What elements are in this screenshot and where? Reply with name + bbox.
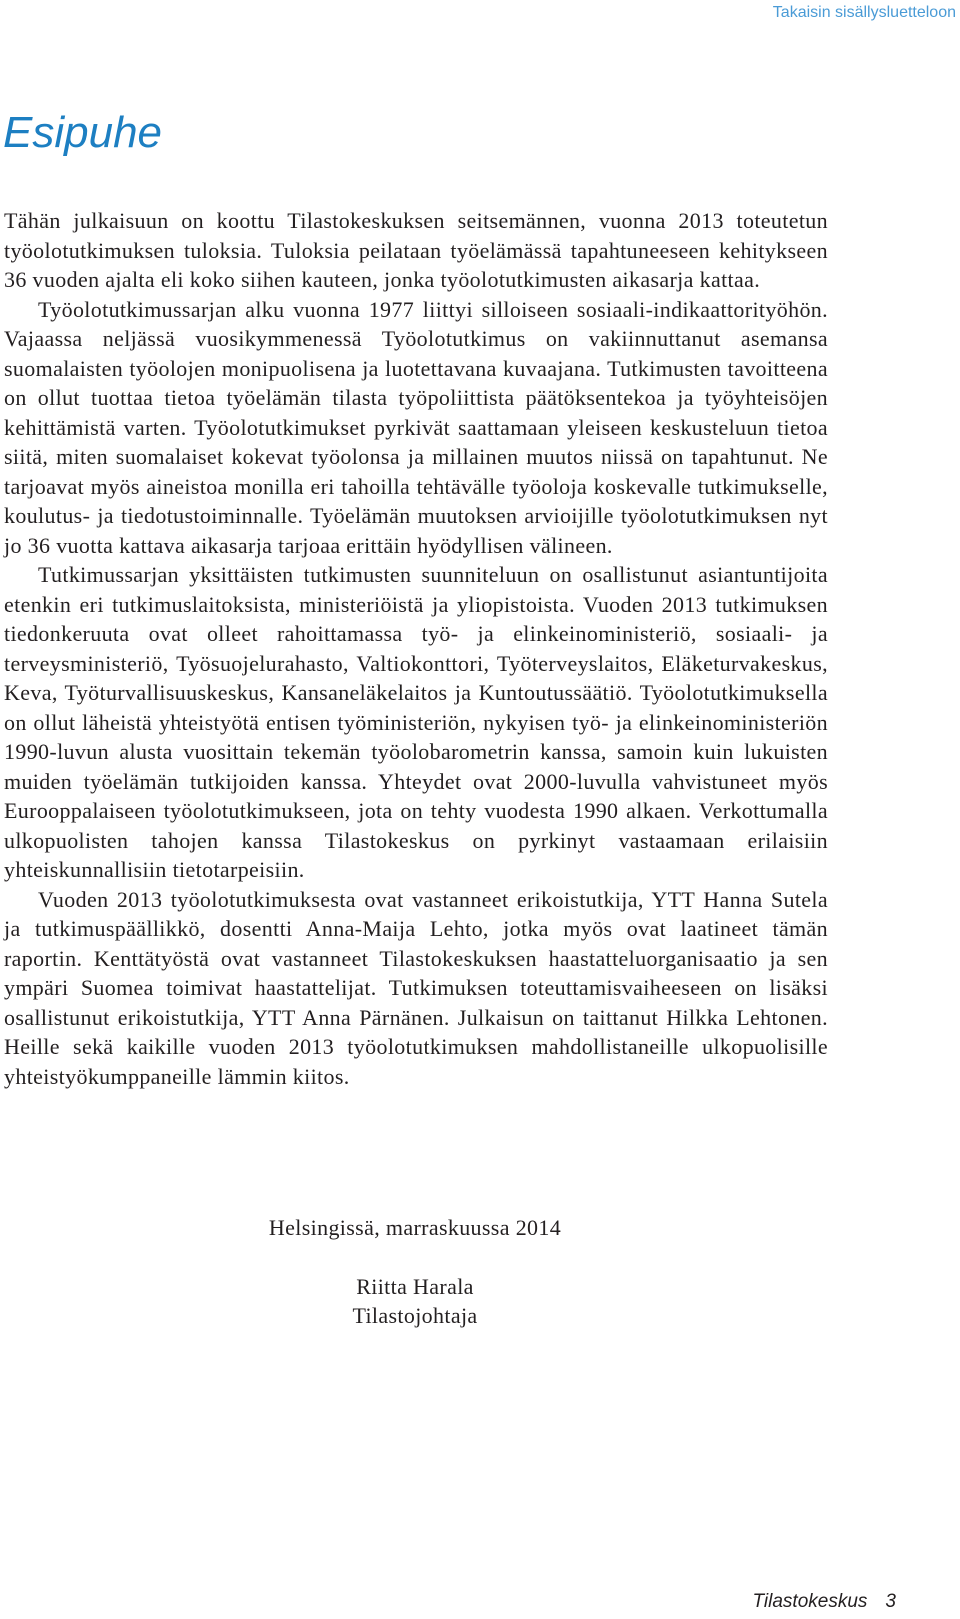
footer-publisher: Tilastokeskus: [752, 1591, 868, 1612]
paragraph-intro: Tähän julkaisuun on koottu Tilastokeskuksen seitsemännen, vuonna 2013 toteutetun työolotutkimuksen tuloksia. Tuloksia peilataan työelämässä tapahtuneeseen kehitykseen 36 vuoden ajalta eli koko siihen kauteen, jonka työolotutkimusten aikasarja kattaa.: [4, 208, 828, 292]
back-to-toc-link[interactable]: Takaisin sisällysluetteloon: [772, 4, 956, 21]
signatory-title: Tilastojohtaja: [352, 1303, 478, 1328]
place-date: Helsingissä, marraskuussa 2014: [268, 1215, 562, 1240]
page-footer: [752, 1591, 896, 1613]
paragraph-partners: Tutkimussarjan yksittäisten tutkimusten suunniteluun on osallistunut asiantuntijoita etenkin eri tutkimuslaitoksista, ministeriöistä ja yliopistoista. Vuoden 2013 tutkimuksen tiedonkeruuta ovat olleet rahoittamassa työ- ja elinkeinoministeriö, sosiaali- ja terveysministeriö, Työsuojelurahasto, Valtiokonttori, Työterveyslaitos, Eläketurvakeskus, Keva, Työturvallisuuskeskus, Kansaneläkelaitos ja Kuntoutussäätiö. Työolotutkimuksella on ollut läheistä yhteistyötä entisen työministeriön, nykyisen työ- ja elinkeinoministeriön 1990-luvun alusta vuosittain tekemän työolobarometrin kanssa, samoin kuin lukuisten muiden työelämän tutkijoiden kanssa. Yhteydet ovat 2000-luvulla vahvistuneet myös Eurooppalaiseen työolotutkimukseen, jota on tehty vuodesta 1990 alkaen. Verkottumalla ulkopuolisten tahojen kanssa Tilastokeskus on pyrkinyt vastaamaan erilaisiin yhteiskunnallisiin tietotarpeisiin.: [4, 562, 828, 882]
paragraph-acknowledgements: Vuoden 2013 työolotutkimuksesta ovat vastanneet erikoistutkija, YTT Hanna Sutela ja tutkimuspäällikkö, dosentti Anna-Maija Lehto, jotka myös ovat laatineet tämän raportin. Kenttätyöstä ovat vastanneet Tilastokeskuksen haastatteluorganisaatio ja sen ympäri Suomea toimivat haastattelijat. Tutkimuksen toteuttamisvaiheeseen on lisäksi osallistunut erikoistutkija, YTT Anna Pärnänen. Julkaisun on taittanut Hilkka Lehtonen. Heille sekä kaikille vuoden 2013 työolotutkimuksen mahdollistaneille ulkopuolisille yhteistyökumppaneille lämmin kiitos.: [4, 886, 828, 1089]
preface-body: [4, 206, 828, 1091]
page-number: 3: [885, 1591, 896, 1612]
paragraph-history: Työolotutkimussarjan alku vuonna 1977 liittyi silloiseen sosiaali-indikaattorityöhön. Vajaassa neljässä vuosikymmenessä Työolotutkimus on vakiinnuttanut asemansa suomalaisten työolojen monipuolisena ja luotettavana kuvaajana. Tutkimusten tavoitteena on ollut tuottaa tietoa työelämän tilasta työpoliittista päätöksentekoa ja työyhteisöjen kehittämistä varten. Työolotutkimukset pyrkivät saattamaan yleiseen keskusteluun tietoa siitä, miten suomalaiset kokevat työolonsa ja millainen muutos niissä on tapahtunut. Ne tarjoavat myös aineistoa monilla eri tahoilla tehtävälle työoloja koskevalle tutkimukselle, koulutus- ja tiedotustoiminnalle. Työelämän muutoksen arvioijille työolotutkimuksen nyt jo 36 vuotta kattava aikasarja tarjoaa erittäin hyödyllisen välineen.: [4, 296, 828, 558]
signatory-name: Riitta Harala: [356, 1274, 474, 1299]
page-title: Esipuhe: [3, 108, 163, 157]
